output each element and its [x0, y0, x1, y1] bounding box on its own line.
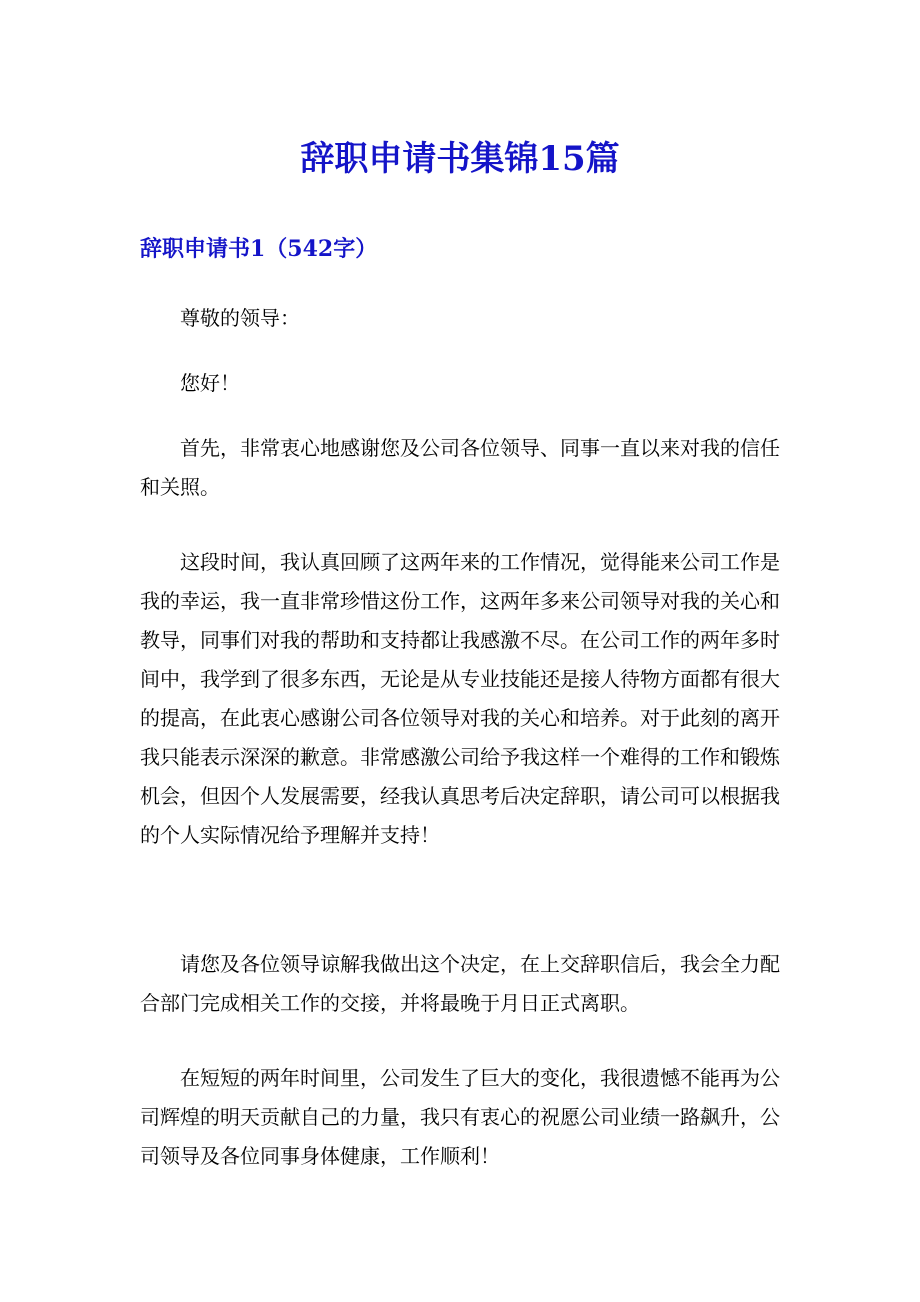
- document-title: 辞职申请书集锦15篇: [300, 139, 620, 179]
- body-paragraph: 首先，非常衷心地感谢您及公司各位领导、同事一直以来对我的信任和关照。: [140, 436, 780, 499]
- body-paragraph: 在短短的两年时间里，公司发生了巨大的变化，我很遗憾不能再为公司辉煌的明天贡献自己的力量，我只有衷心的祝愿公司业绩一路飙升，公司领导及各位同事身体健康，工作顺利！: [140, 1066, 780, 1168]
- body-paragraph: 这段时间，我认真回顾了这两年来的工作情况，觉得能来公司工作是我的幸运，我一直非常珍惜这份工作，这两年多来公司领导对我的关心和教导，同事们对我的帮助和支持都让我感激不尽。在公司工作的两年多时间中，我学到了很多东西，无论是从专业技能还是接人待物方面都有很大的提高，在此衷心感谢公司各位领导对我的关心和培养。对于此刻的离开我只能表示深深的歉意。非常感激公司给予我这样一个难得的工作和锻炼机会，但因个人发展需要，经我认真思考后决定辞职，请公司可以根据我的个人实际情况给予理解并支持！: [140, 550, 780, 847]
- greeting: 您好！: [180, 371, 240, 395]
- body-paragraph: 请您及各位领导谅解我做出这个决定，在上交辞职信后，我会全力配合部门完成相关工作的交接，并将最晚于月日正式离职。: [140, 952, 780, 1015]
- section-heading: 辞职申请书1（542字）: [140, 236, 378, 262]
- salutation: 尊敬的领导：: [180, 306, 300, 330]
